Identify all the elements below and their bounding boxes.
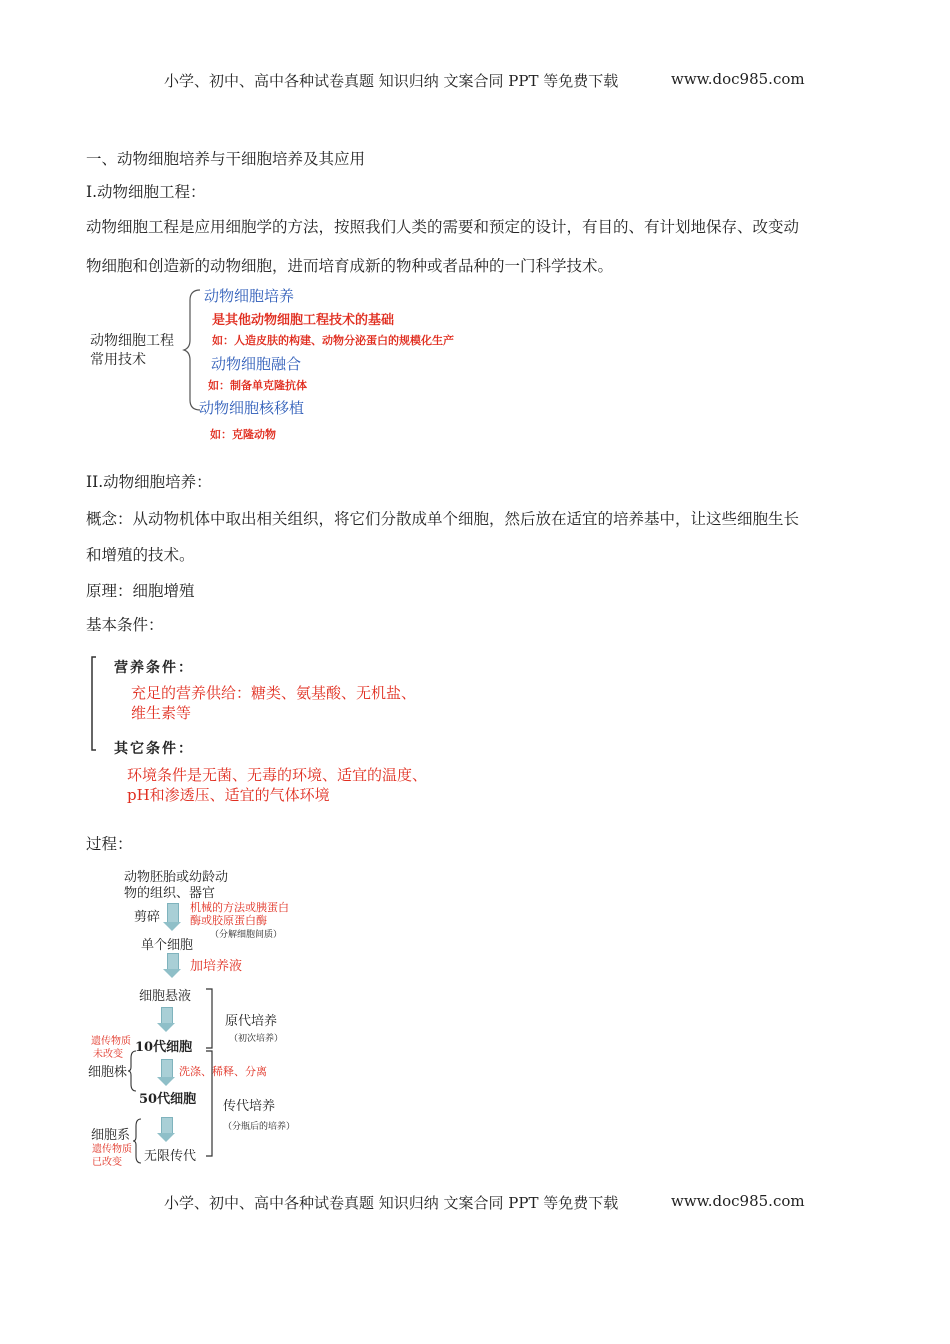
techniques-label-line1: 动物细胞工程	[90, 333, 174, 349]
part1-heading: I.动物细胞工程：	[86, 183, 206, 201]
process-primary-culture: 原代培养	[225, 1014, 278, 1029]
technique-item-3-example: 如：克隆动物	[210, 428, 276, 441]
process-gen50: 50代细胞	[139, 1092, 197, 1107]
part2-heading: II.动物细胞培养：	[86, 473, 212, 491]
technique-item-1-note: 是其他动物细胞工程技术的基础	[212, 313, 395, 328]
conditions-heading: 基本条件：	[86, 616, 164, 634]
genetic-unchanged-line2: 未改变	[93, 1049, 123, 1060]
down-arrow-icon	[163, 953, 181, 978]
down-arrow-icon	[157, 1007, 175, 1032]
part1-para-line1: 动物细胞工程是应用细胞学的方法，按照我们人类的需要和预定的设计，有目的、有计划地保存、改变动	[86, 218, 800, 236]
technique-item-1-example: 如：人造皮肤的构建、动物分泌蛋白的规模化生产	[212, 334, 454, 347]
process-single-cell: 单个细胞	[141, 938, 194, 953]
primary-culture-bracket	[204, 988, 218, 1050]
other-conditions-line2: pH和渗透压、适宜的气体环境	[127, 786, 330, 804]
part1-para-line2: 物细胞和创造新的动物细胞，进而培育成新的物种或者品种的一门科学技术。	[86, 257, 614, 275]
genetic-changed-line1: 遗传物质	[92, 1144, 132, 1155]
other-conditions-line1: 环境条件是无菌、无毒的环境、适宜的温度、	[127, 766, 428, 784]
genetic-changed-line2: 已改变	[92, 1157, 122, 1168]
nutrition-line1: 充足的营养供给：糖类、氨基酸、无机盐、	[131, 684, 417, 702]
header-text: 小学、初中、高中各种试卷真题 知识归纳 文案合同 PPT 等免费下载	[164, 72, 619, 90]
header-url[interactable]: www.doc985.com	[671, 70, 805, 88]
process-heading: 过程：	[86, 835, 133, 853]
footer-url[interactable]: www.doc985.com	[671, 1192, 805, 1210]
principle-text: 原理：细胞增殖	[86, 582, 195, 600]
process-start-line1: 动物胚胎或幼龄动	[124, 870, 229, 885]
cell-line-brace	[133, 1118, 143, 1164]
process-primary-note: （初次培养）	[229, 1034, 284, 1044]
passage-culture-bracket	[204, 1050, 218, 1158]
nutrition-line2: 维生素等	[131, 704, 192, 722]
techniques-brace	[184, 288, 204, 414]
technique-item-1: 动物细胞培养	[204, 287, 295, 305]
process-add-medium: 加培养液	[190, 959, 243, 974]
footer-text: 小学、初中、高中各种试卷真题 知识归纳 文案合同 PPT 等免费下载	[164, 1194, 619, 1212]
technique-item-2: 动物细胞融合	[211, 355, 302, 373]
concept-line1: 概念：从动物机体中取出相关组织，将它们分散成单个细胞，然后放在适宜的培养基中，让这些细胞生长	[86, 510, 800, 528]
nutrition-label: 营养条件：	[114, 660, 194, 676]
process-start-line2: 物的组织、器官	[124, 886, 216, 901]
down-arrow-icon	[163, 903, 181, 931]
technique-item-3: 动物细胞核移植	[199, 399, 305, 417]
process-gen10: 10代细胞	[135, 1040, 193, 1055]
section-title: 一、动物细胞培养与干细胞培养及其应用	[86, 150, 366, 168]
process-wash: 洗涤、稀释、分离	[179, 1065, 267, 1078]
down-arrow-icon	[157, 1059, 175, 1086]
process-method-line2: 酶或胶原蛋白酶	[190, 914, 267, 927]
process-cell-line: 细胞系	[91, 1128, 131, 1143]
techniques-label-line2: 常用技术	[90, 352, 146, 368]
process-passage-culture: 传代培养	[223, 1099, 276, 1114]
genetic-unchanged-line1: 遗传物质	[91, 1036, 131, 1047]
other-conditions-label: 其它条件：	[114, 741, 194, 757]
process-cut-label: 剪碎	[134, 910, 161, 925]
cell-strain-brace	[128, 1050, 138, 1092]
process-method-note: （分解细胞间质）	[210, 930, 283, 940]
process-passage-note: （分瓶后的培养）	[223, 1122, 296, 1132]
process-method-line1: 机械的方法或胰蛋白	[190, 901, 289, 914]
conditions-bracket	[90, 656, 100, 752]
process-cell-strain: 细胞株	[88, 1065, 128, 1080]
technique-item-2-example: 如：制备单克隆抗体	[208, 379, 307, 392]
down-arrow-icon	[157, 1117, 175, 1142]
concept-line2: 和增殖的技术。	[86, 546, 195, 564]
process-suspension: 细胞悬液	[139, 989, 192, 1004]
process-infinite: 无限传代	[144, 1149, 197, 1164]
